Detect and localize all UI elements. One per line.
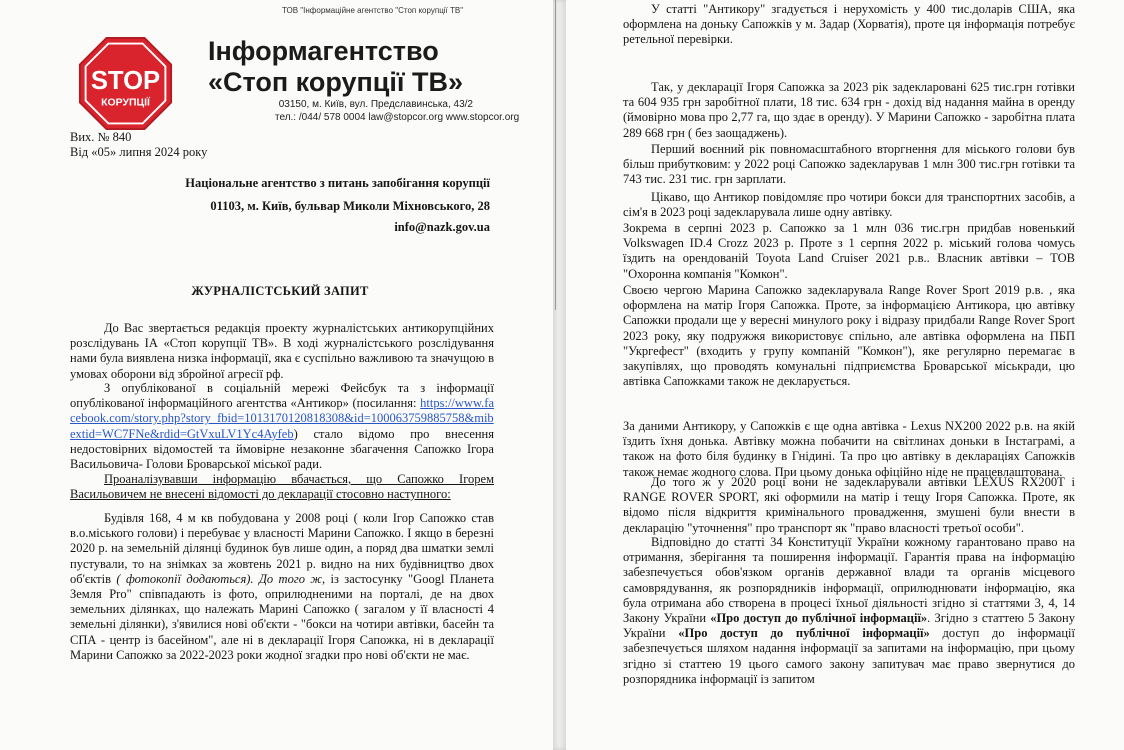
intro-paragraph: До Вас звертається редакція проекту журналістських антикорупційних розслідувань ІА «Стоп корупції ТВ». В ході журналістського розслідування нами була виявлена низка інформації, яка є суспільно важливою та значущою в умовах оборони від збройної агресії рф. bbox=[70, 321, 494, 381]
declaration-2022-paragraph: Перший воєнний рік повномасштабного вторгнення для міського голови був більш прибутковим: у 2022 році Сапожко задекларував 1 млн 300 тис.грн готівки та 743 тис. 231 тис. грн зарплати. bbox=[623, 142, 1075, 187]
agency-name-line2: «Стоп корупції ТВ» bbox=[208, 67, 463, 97]
outgoing-date: Від «05» липня 2024 року bbox=[70, 145, 208, 159]
logo-stop-text: STOP bbox=[90, 67, 161, 96]
page-gap bbox=[553, 0, 566, 750]
legal-basis-paragraph: Відповідно до статті 34 Конституції України кожному гарантовано право на отримання, зберігання та поширення інформації. Гарантія права на інформацію забезпечується обов'язком органів державної влади та органів місцевого самоврядування, як розпорядників інформації, оприлюднювати інформацію, яка була отримана або створена в процесі їхньої діяльності згідно зі статтями 3, 4, 14 Закону України «Про доступ до публічної інформації». Згідно з статтею 5 Закону України «Про доступ до публічної інформації» доступ до інформації забезпечується шляхом надання інформації за запитами на інформацію, при цьому згідно зі статтею 19 цього самого закону запитувач має право звернутися до розпорядника інформації із запитом bbox=[623, 535, 1075, 686]
recipient-name: Національне агентство з питань запобігання корупції bbox=[185, 176, 490, 190]
agency-name-line1: Інформагентство bbox=[208, 36, 439, 66]
real-estate-paragraph: У статті "Антикору" згадується і нерухомість у 400 тис.доларів США, яка оформлена на доньку Сапожків у м. Задар (Хорватія), проте ця інформація потребує ретельної перевірки. bbox=[623, 2, 1075, 47]
agency-contacts: тел.: /044/ 578 0004 law@stopcor.org www.stopcor.org bbox=[275, 112, 520, 123]
document-title: ЖУРНАЛІСТСЬКИЙ ЗАПИТ bbox=[191, 284, 369, 298]
left-page bbox=[0, 0, 553, 750]
declaration-2023-paragraph: Так, у декларації Ігоря Сапожка за 2023 рік задекларовані 625 тис.грн готівки та 604 935 грн заробітної плати, 18 тис. 634 грн - дохід від надання майна в оренду (ймовірно мова про 2,77 га, що здає в оренду). У Марини Сапожко - заробітна плата 289 668 грн ( без заощаджень). bbox=[623, 80, 1075, 140]
source-paragraph: З опублікованої в соціальній мережі Фейсбук та з інформації опублікованої інформаційного агентства «Антикор» (посилання: https://www.facebook.com/story.php?story_fbid=1013170120818308&id=100063759885758&mibextid=WC7FNe&rdid=GtVxuLV1Yc4Ayfeb) стало відомо про внесення недостовірних відомостей та ймовірне незаконне збагачення Сапожко Ігора Васильовича- Голови Броварської міської ради. bbox=[70, 381, 494, 472]
logo-subtitle-text: КОРУПЦІЇ bbox=[101, 97, 150, 109]
agency-address: 03150, м. Київ, вул. Предславинська, 43/2 bbox=[278, 99, 473, 110]
boxes-paragraph: Цікаво, що Антикор повідомляє про чотири бокси для транспортних засобів, а сім'я в 2023 році задекларувала лише одну автівку. bbox=[623, 190, 1075, 220]
company-legal-name: ТОВ "Інформаційне агентство "Стоп корупції ТВ" bbox=[282, 6, 464, 15]
outgoing-reference bbox=[70, 130, 207, 160]
outgoing-number: Вих. № 840 bbox=[70, 130, 132, 144]
undeclared-2020-paragraph: До того ж у 2020 році вони не задекларували автівки LEXUS RX200T і RANGE ROVER SPORT, які оформили на матір і тещу Ігоря Сапожка. Проте, як відомо після відкриття кримінального провадження, змушені були внести в декларацію "уточнення" про транспорт як "право власності третьої особи". bbox=[623, 475, 1075, 535]
analysis-paragraph: Проаналізувавши інформацію вбачається, що Сапожко Ігорем Васильовичем не внесені відомості до декларації стосовно наступного: bbox=[70, 472, 494, 502]
building-paragraph: Будівля 168, 4 м кв побудована у 2008 році ( коли Ігор Сапожко став в.о.міського голови) і перебуває у власності Марини Сапожко. І якщо в березні 2020 р. на земельній ділянці будинок був лише один, а поряд два шматки землі пустували, то на знімках за жовтень 2021 р. видно на них будівництво двох об'єктів ( фотокопії додаються). До того ж, із застосунку "Googl Планета Земля Pro" співпадають із фото, оприлюдненими на порталі, де на двох земельних ділянках, що належать Марині Сапожко ( загалом у її власності 4 земельні ділянки), з'явилися нові об'єкти - "бокси на чотири автівки, басейн та СПА - центр із басейном", але ні в декларації Ігоря Сапожка, ні в декларації Марини Сапожко за 2022-2023 роки жодної згадки про нові об'єкти не має. bbox=[70, 511, 495, 662]
range-rover-paragraph: Своєю чергою Марина Сапожко задекларувала Range Rover Sport 2019 р.в. , яка оформлена на матір Ігоря Сапожка. Проте, за інформацією Антикора, цю автівку Сапожки продали ще у вересні минулого року і відразу придбали Range Rover Sport 2023 року, яку подружжя використовує спільно, але автівка оформлена на ПБП "Укргефест" (входить у групу компаній "Комкон"), яке регулярно перемагає в закупівлях, що проводять комунальні підприємства Броварської міськради, цю автівка Сапожками також не декларується. bbox=[623, 283, 1075, 389]
agency-address-block bbox=[275, 98, 520, 124]
stop-corruption-logo bbox=[78, 36, 173, 131]
facebook-source-link[interactable]: https://www.facebook.com/story.php?story_fbid=1013170120818308&id=100063759885758&mibextid=WC7FNe&rdid=GtVxuLV1Yc4Ayfeb bbox=[70, 396, 494, 441]
recipient-email: info@nazk.gov.ua bbox=[394, 220, 490, 234]
recipient-address: 01103, м. Київ, бульвар Миколи Міхновського, 28 bbox=[210, 199, 490, 213]
agency-name bbox=[208, 36, 463, 98]
volkswagen-paragraph: Зокрема в серпні 2023 р. Сапожко за 1 млн 036 тис.грн придбав новенький Volkswagen ID.4 Crozz 2023 р. Проте з 1 серпня 2022 р. міський голова чомусь їздить на орендованій Toyota Land Cruiser 2021 р.в.. Власник автівки – ТОВ "Охоронна компанія "Комкон". bbox=[623, 221, 1075, 281]
lexus-paragraph: За даними Антикору, у Сапожків є ще одна автівка - Lexus NX200 2022 р.в. на якій їздить їхня донька. Автівку можна побачити на світлинах доньки в Інстаграмі, а також на фото біля будинку в Гнідині. Та про цю автівку в деклараціях Сапожків також немає жодного слова. При цьому донька офіційно ніде не працевлаштована. bbox=[623, 419, 1075, 479]
page-edge-line bbox=[555, 0, 556, 310]
